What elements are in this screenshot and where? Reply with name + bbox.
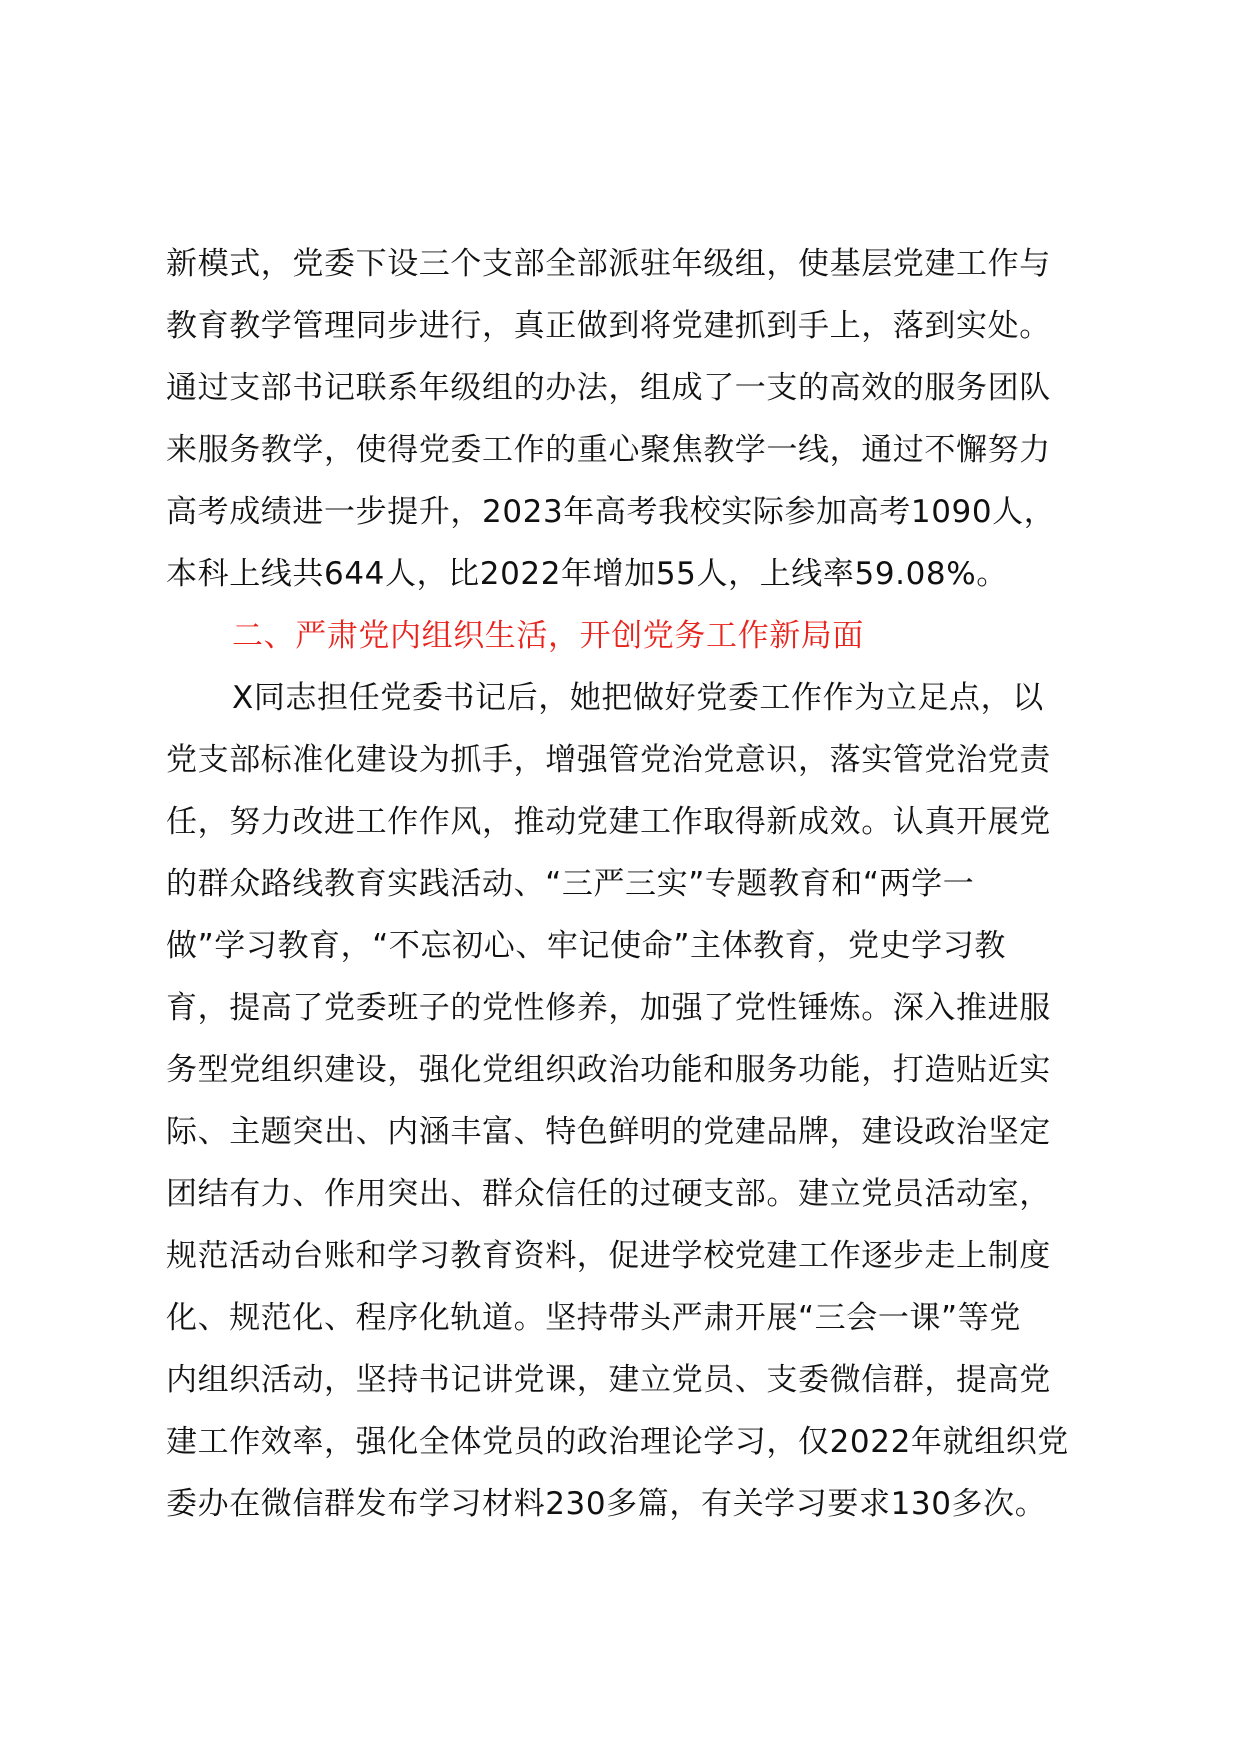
text-line: 本科上线共644人，比2022年增加55人，上线率59.08%。	[166, 556, 1008, 592]
text-line: 党支部标准化建设为抓手，增强管党治党意识，落实管党治党责	[166, 742, 1051, 778]
section-heading: 二、严肃党内组织生活，开创党务工作新局面	[232, 618, 864, 654]
text-line: 通过支部书记联系年级组的办法，组成了一支的高效的服务团队	[166, 370, 1051, 406]
paragraph-party-life	[166, 667, 1126, 1535]
text-line: 来服务教学，使得党委工作的重心聚焦教学一线，通过不懈努力	[166, 432, 1051, 468]
text-line: 建工作效率，强化全体党员的政治理论学习，仅2022年就组织党	[166, 1424, 1069, 1460]
text-line: 教育教学管理同步进行，真正做到将党建抓到手上，落到实处。	[166, 308, 1051, 344]
text-line: 化、规范化、程序化轨道。坚持带头严肃开展“三会一课”等党	[166, 1300, 1021, 1336]
text-line: 新模式，党委下设三个支部全部派驻年级组，使基层党建工作与	[166, 246, 1051, 282]
text-line: 务型党组织建设，强化党组织政治功能和服务功能，打造贴近实	[166, 1052, 1051, 1088]
text-line: 内组织活动，坚持书记讲党课，建立党员、支委微信群，提高党	[166, 1362, 1051, 1398]
text-line: 际、主题突出、内涵丰富、特色鲜明的党建品牌，建设政治坚定	[166, 1114, 1051, 1150]
text-line: 团结有力、作用突出、群众信任的过硬支部。建立党员活动室，	[166, 1176, 1051, 1212]
text-line: 委办在微信群发布学习材料230多篇，有关学习要求130多次。	[166, 1486, 1047, 1522]
text-line: X同志担任党委书记后，她把做好党委工作作为立足点，以	[232, 680, 1044, 716]
text-line: 高考成绩进一步提升，2023年高考我校实际参加高考1090人，	[166, 494, 1056, 530]
paragraph-continued	[166, 233, 1126, 605]
text-line: 任，努力改进工作作风，推动党建工作取得新成效。认真开展党	[166, 804, 1051, 840]
document-body	[166, 233, 1126, 1535]
text-line: 规范活动台账和学习教育资料，促进学校党建工作逐步走上制度	[166, 1238, 1051, 1274]
text-line: 育，提高了党委班子的党性修养，加强了党性锤炼。深入推进服	[166, 990, 1051, 1026]
text-line: 做”学习教育，“不忘初心、牢记使命”主体教育，党史学习教	[166, 928, 1006, 964]
text-line: 的群众路线教育实践活动、“三严三实”专题教育和“两学一	[166, 866, 975, 902]
